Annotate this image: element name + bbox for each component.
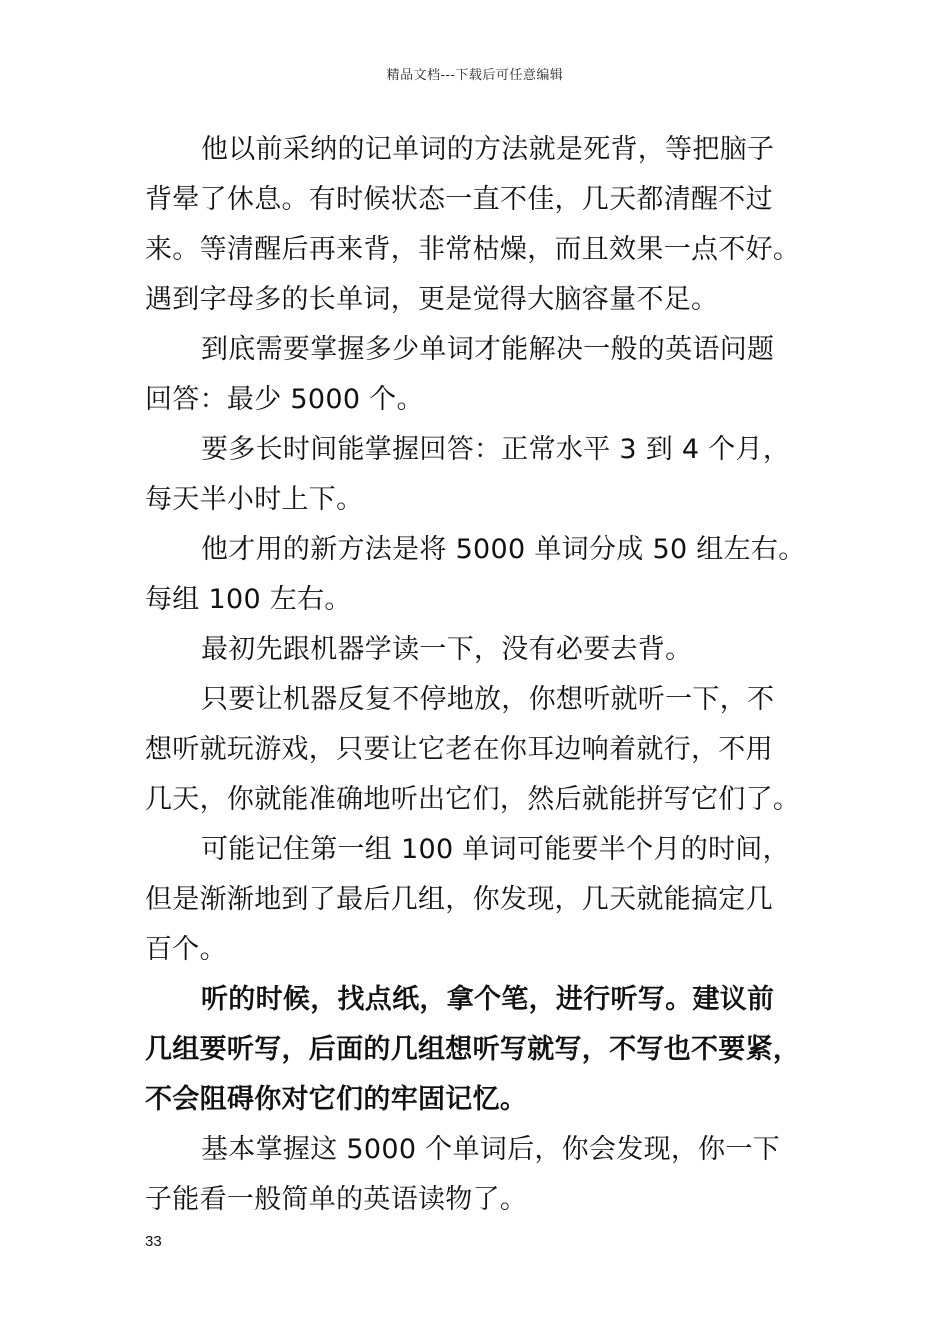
paragraph-line: 几天，你就能准确地听出它们，然后就能拼写它们了。 (145, 784, 801, 815)
paragraph-line: 但是渐渐地到了最后几组，你发现，几天就能搞定几 (145, 884, 773, 915)
paragraph-line: 背晕了休息。有时候状态一直不佳，几天都清醒不过 (145, 184, 773, 215)
paragraph-line: 最初先跟机器学读一下，没有必要去背。 (201, 634, 693, 665)
bold-paragraph-line: 不会阻碍你对它们的牢固记忆。 (145, 1084, 528, 1115)
paragraph-line: 可能记住第一组 100 单词可能要半个月的时间， (201, 834, 790, 865)
paragraph-line: 每天半小时上下。 (145, 484, 364, 515)
paragraph-line: 他以前采纳的记单词的方法就是死背，等把脑子 (201, 134, 775, 165)
paragraph-line: 要多长时间能掌握回答：正常水平 3 到 4 个月， (201, 434, 791, 465)
paragraph-line: 每组 100 左右。 (145, 584, 352, 615)
page-header: 精品文档---下载后可任意编辑 (386, 68, 564, 83)
paragraph-line: 百个。 (145, 934, 227, 965)
paragraph-line: 只要让机器反复不停地放，你想听就听一下，不 (201, 684, 775, 715)
paragraph-line: 子能看一般简单的英语读物了。 (145, 1184, 528, 1215)
paragraph-line: 来。等清醒后再来背，非常枯燥，而且效果一点不好。 (145, 234, 801, 265)
bold-paragraph-line: 几组要听写，后面的几组想听写就写，不写也不要紧， (145, 1034, 801, 1065)
paragraph-line: 他才用的新方法是将 5000 单词分成 50 组左右。 (201, 534, 806, 565)
paragraph-line: 到底需要掌握多少单词才能解决一般的英语问题 (201, 334, 775, 365)
paragraph-line: 遇到字母多的长单词，更是觉得大脑容量不足。 (145, 284, 719, 315)
document-body (145, 125, 825, 1225)
page-number: 33 (145, 1233, 162, 1250)
paragraph-line: 想听就玩游戏，只要让它老在你耳边响着就行，不用 (145, 734, 773, 765)
paragraph-line: 基本掌握这 5000 个单词后，你会发现，你一下 (201, 1134, 781, 1165)
paragraph-line: 回答：最少 5000 个。 (145, 384, 424, 415)
bold-paragraph-line: 听的时候，找点纸，拿个笔，进行听写。建议前 (201, 984, 775, 1015)
